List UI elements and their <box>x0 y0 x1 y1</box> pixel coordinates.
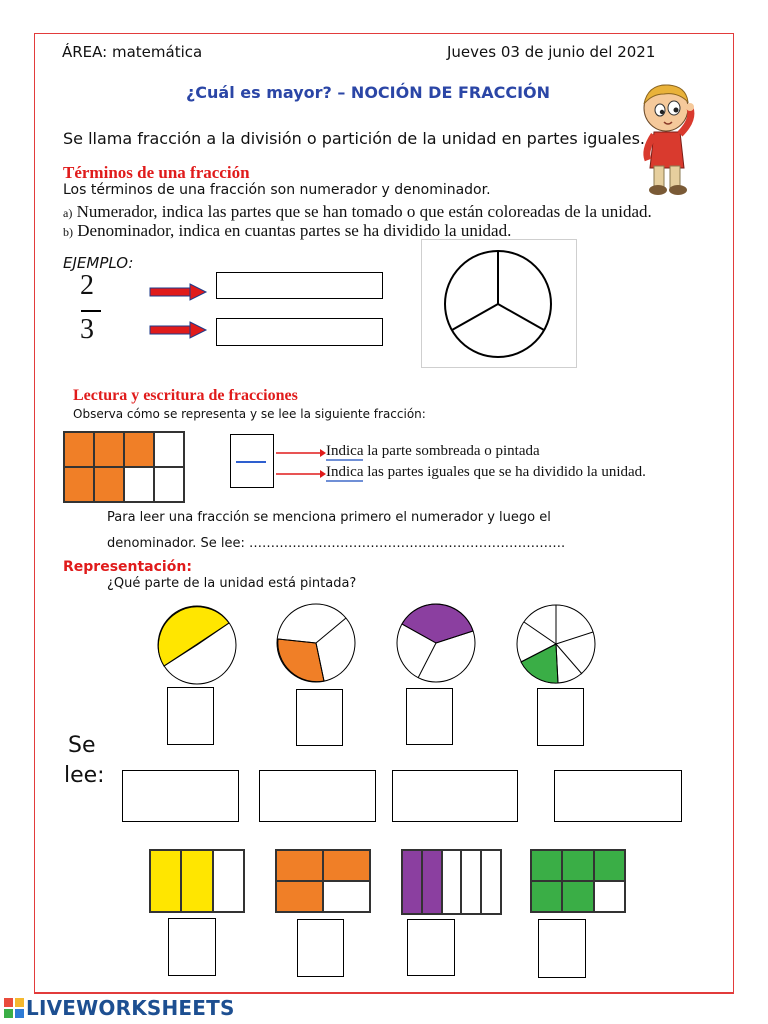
indica-rest: la parte sombreada o pintada <box>363 443 540 459</box>
circle-answer-box-4[interactable] <box>537 688 584 746</box>
representation-question: ¿Qué parte de la unidad está pintada? <box>107 576 357 591</box>
rect-answer-box-1[interactable] <box>168 918 216 976</box>
circle-fifths-green <box>516 604 596 684</box>
bottom-rule <box>34 992 734 994</box>
circle-answer-box-1[interactable] <box>167 687 214 745</box>
rectangle-example-grid <box>63 431 185 503</box>
rect-cell <box>213 850 244 912</box>
denominator-answer-box[interactable] <box>216 318 383 346</box>
intro-text: Se llama fracción a la división o partición de la unidad en partes iguales. <box>63 129 646 148</box>
rect-cell-shaded <box>562 881 593 912</box>
grid-cell <box>154 432 184 467</box>
example-denominator: 3 <box>80 314 94 345</box>
rect-cell-shaded <box>181 850 212 912</box>
rect-answer-box-3[interactable] <box>407 919 455 976</box>
rect-thirds-yellow <box>149 849 245 913</box>
rect-cell-shaded <box>562 850 593 881</box>
representation-heading: Representación: <box>63 559 192 575</box>
reading-subtitle: Observa cómo se representa y se lee la siguiente fracción: <box>73 407 426 421</box>
page-title: ¿Cuál es mayor? – NOCIÓN DE FRACCIÓN <box>186 83 551 102</box>
rect-cell-shaded <box>594 850 625 881</box>
rect-cell-shaded <box>276 850 323 881</box>
term-b-text: Denominador, indica en cuantas partes se ha dividido la unidad. <box>77 221 512 240</box>
terms-heading: Términos de una fracción <box>63 163 250 182</box>
pointer-arrow-icon <box>276 448 326 458</box>
circle-halves-yellow <box>157 605 237 685</box>
rect-fifths-purple <box>401 849 502 915</box>
reading-answer-box-4[interactable] <box>554 770 682 822</box>
rect-cell <box>461 850 481 914</box>
grid-cell <box>124 467 154 502</box>
grid-cell-shaded <box>124 432 154 467</box>
example-numerator: 2 <box>80 270 94 301</box>
liveworksheets-logo-icon <box>4 998 24 1018</box>
example-label: EJEMPLO: <box>63 254 134 272</box>
rect-cell <box>594 881 625 912</box>
circle-thirds-orange <box>276 603 356 683</box>
rect-cell-shaded <box>276 881 323 912</box>
explain-line-2: denominador. Se lee: ………………………………………………………………. <box>107 536 566 551</box>
circle-thirds <box>443 249 553 359</box>
arrow-right-icon <box>150 284 206 300</box>
se-lee-label-2: lee: <box>64 763 105 788</box>
grid-cell-shaded <box>64 467 94 502</box>
rect-cell-shaded <box>422 850 442 914</box>
term-a-marker: a) <box>63 206 73 220</box>
fraction-line <box>236 461 266 463</box>
indica-word: Indica <box>326 464 364 480</box>
grid-cell <box>154 467 184 502</box>
indica-rest: las partes iguales que se ha dividido la unidad. <box>363 464 646 480</box>
rect-cell-shaded <box>531 881 562 912</box>
grid-cell-shaded <box>64 432 94 467</box>
rect-sixths-green <box>530 849 626 913</box>
indica-line-2 <box>326 464 646 481</box>
arrow-right-icon <box>150 322 206 338</box>
circle-answer-box-3[interactable] <box>406 688 453 745</box>
se-lee-label-1: Se <box>68 733 96 758</box>
explain-line-1: Para leer una fracción se menciona primero el numerador y luego el <box>107 510 551 525</box>
rect-cell <box>481 850 501 914</box>
terms-text: Los términos de una fracción son numerador y denominador. <box>63 182 491 198</box>
term-b <box>63 221 511 241</box>
date-label: Jueves 03 de junio del 2021 <box>447 43 656 61</box>
term-a <box>63 202 652 222</box>
rect-cell-shaded <box>531 850 562 881</box>
rect-quarters-orange <box>275 849 371 913</box>
grid-cell-shaded <box>94 467 124 502</box>
rect-cell <box>323 881 370 912</box>
footer-brand: LIVEWORKSHEETS <box>26 996 235 1020</box>
reading-heading: Lectura y escritura de fracciones <box>73 387 298 404</box>
rect-cell <box>442 850 462 914</box>
pointer-arrow-icon <box>276 469 326 479</box>
area-label: ÁREA: matemática <box>62 43 203 61</box>
rect-answer-box-4[interactable] <box>538 919 586 978</box>
rect-cell-shaded <box>323 850 370 881</box>
reading-answer-box-3[interactable] <box>392 770 518 822</box>
rect-answer-box-2[interactable] <box>297 919 344 977</box>
indica-line-1 <box>326 443 540 460</box>
fraction-bar <box>81 310 101 312</box>
grid-cell-shaded <box>94 432 124 467</box>
indica-word: Indica <box>326 443 364 459</box>
circle-answer-box-2[interactable] <box>296 689 343 746</box>
circle-quarters-purple <box>396 603 476 683</box>
numerator-answer-box[interactable] <box>216 272 383 299</box>
reading-answer-box-1[interactable] <box>122 770 239 822</box>
rect-cell-shaded <box>150 850 181 912</box>
rect-cell-shaded <box>402 850 422 914</box>
term-a-text: Numerador, indica las partes que se han tomado o que están coloreadas de la unidad. <box>76 202 652 221</box>
reading-answer-box-2[interactable] <box>259 770 376 822</box>
term-b-marker: b) <box>63 225 73 239</box>
